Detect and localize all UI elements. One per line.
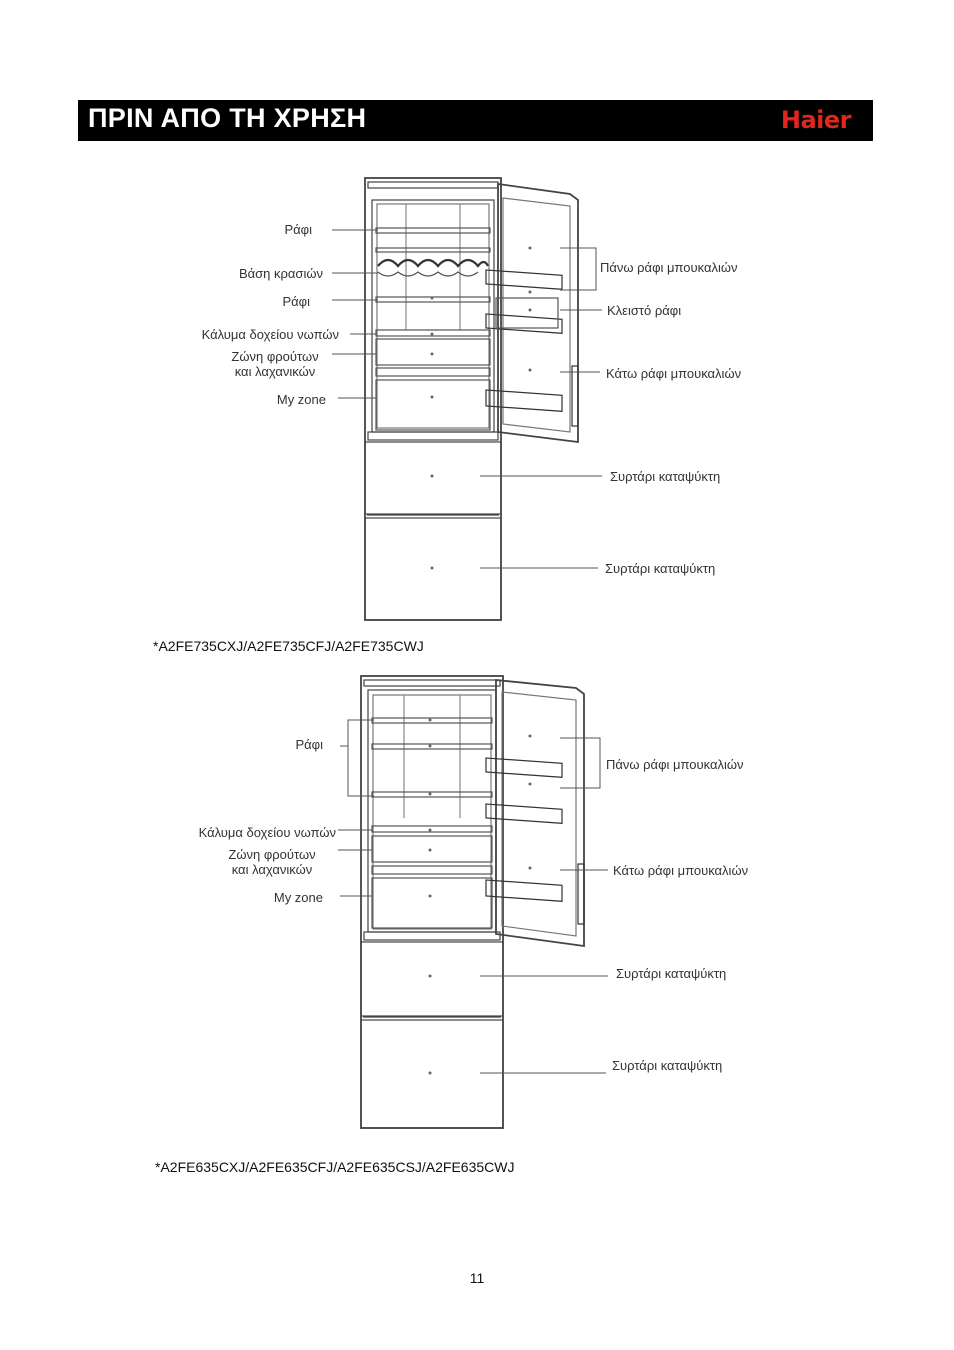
fridge-diagram-1 — [0, 170, 954, 630]
brand-logo: Haier — [780, 106, 851, 134]
label-lower-door-shelf: Κάτω ράφι μπουκαλιών — [613, 863, 749, 878]
section-header — [78, 100, 873, 141]
label-closed-shelf: Κλειστό ράφι — [607, 303, 682, 318]
label-shelf: Ράφι — [282, 294, 310, 309]
label-shelf: Ράφι — [295, 737, 323, 752]
label-shelf: Ράφι — [284, 222, 312, 237]
label-freezer-drawer: Συρτάρι καταψύκτη — [612, 1058, 723, 1073]
page-number: 11 — [469, 1270, 485, 1286]
label-fruit-zone-line2: και λαχανικών — [231, 862, 313, 877]
label-fruit-zone-line2: και λαχανικών — [234, 364, 316, 379]
label-upper-door-shelf: Πάνω ράφι μπουκαλιών — [606, 757, 744, 772]
label-my-zone: My zone — [273, 890, 323, 905]
label-freezer-drawer: Συρτάρι καταψύκτη — [605, 561, 716, 576]
label-upper-door-shelf: Πάνω ράφι μπουκαλιών — [600, 260, 738, 275]
section-title: ΠΡΙΝ ΑΠΟ ΤΗ ΧΡΗΣΗ — [88, 103, 367, 133]
label-lower-door-shelf: Κάτω ράφι μπουκαλιών — [606, 366, 742, 381]
label-fruit-zone: Ζώνη φρούτων — [231, 349, 319, 364]
label-my-zone: My zone — [276, 392, 326, 407]
label-wine-rack: Βάση κρασιών — [238, 266, 323, 281]
label-freezer-drawer: Συρτάρι καταψύκτη — [616, 966, 727, 981]
label-fruit-zone: Ζώνη φρούτων — [228, 847, 316, 862]
model-caption: *A2FE635CXJ/A2FE635CFJ/A2FE635CSJ/A2FE635CWJ — [155, 1159, 515, 1175]
fridge-diagram-2 — [0, 668, 954, 1133]
label-crisper-cover: Κάλυμα δοχείου νωπών — [198, 825, 336, 840]
label-crisper-cover: Κάλυμα δοχείου νωπών — [201, 327, 339, 342]
label-freezer-drawer: Συρτάρι καταψύκτη — [610, 469, 721, 484]
model-caption: *A2FE735CXJ/A2FE735CFJ/A2FE735CWJ — [153, 638, 424, 654]
